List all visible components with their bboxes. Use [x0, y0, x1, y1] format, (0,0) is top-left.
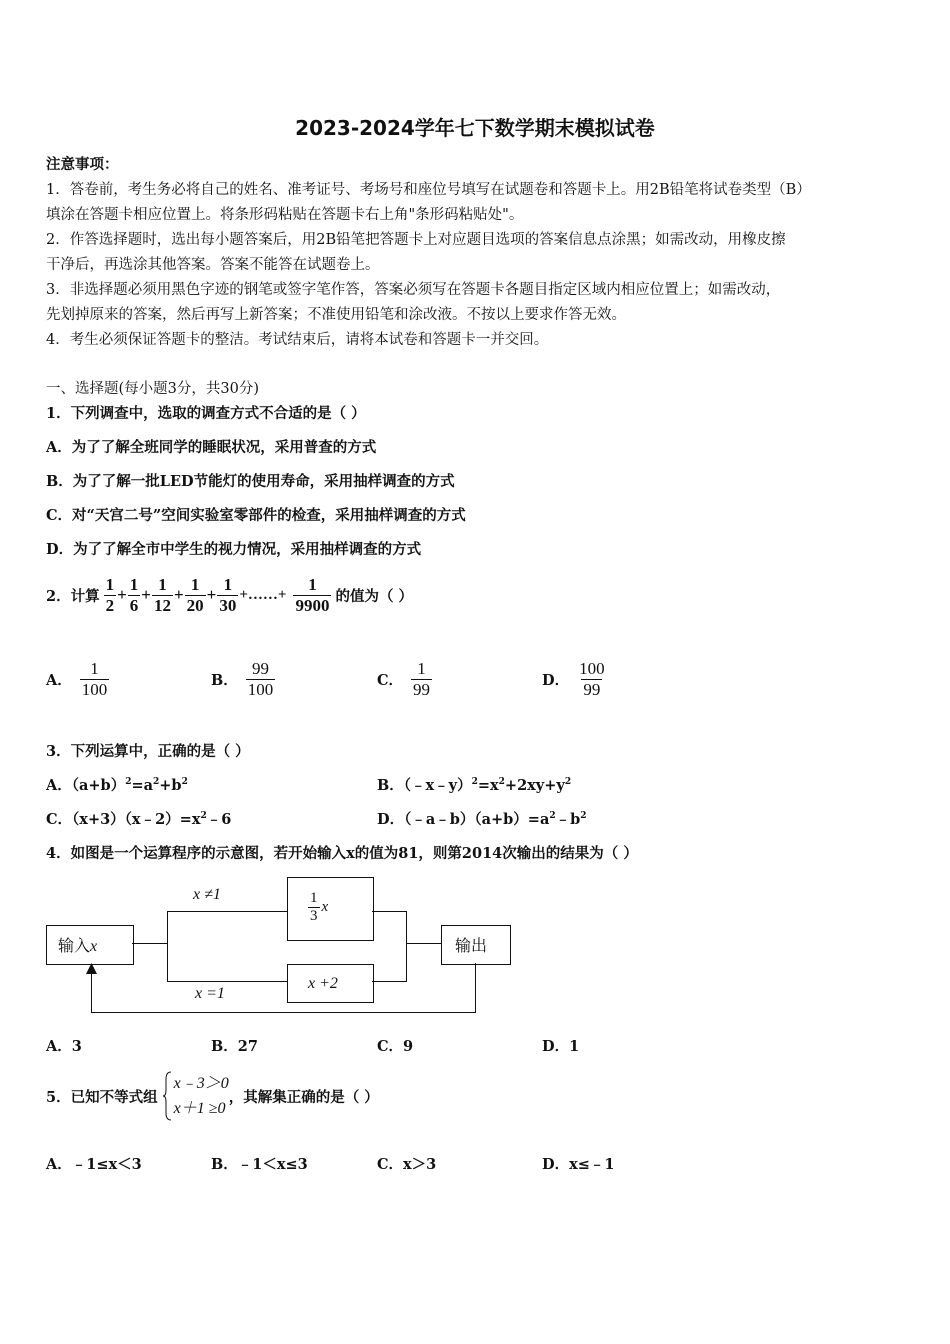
notice-line-1: 1．答卷前，考生务必将自己的姓名、准考证号、考场号和座位号填写在试题卷和答题卡上。用2B铅笔将试卷类型（B）: [46, 182, 811, 198]
q5-suffix: ，其解集正确的是（ ）: [228, 1088, 379, 1106]
inequality-1: x﹣3＞0: [173, 1075, 229, 1092]
connector-line: [132, 943, 168, 944]
section-heading: 一、选择题(每小题3分，共30分): [46, 381, 259, 397]
q3-stem: 3．下列运算中，正确的是（ ）: [46, 743, 250, 760]
q1-option-b: B．为了了解一批LED节能灯的使用寿命，采用抽样调查的方式: [46, 473, 455, 490]
q4-option-c: C．9: [377, 1038, 414, 1055]
ellipsis: +……+: [239, 586, 287, 603]
plus-sign: +: [173, 585, 184, 604]
q3-option-a: A．$(a+b)^2=a^2+b^2$: [46, 777, 188, 794]
input-label: 输入x: [58, 938, 98, 955]
connector-line: [167, 911, 168, 981]
q4-option-d: D．1: [542, 1038, 580, 1055]
q2-line: [46, 570, 413, 620]
top-condition: x ≠1: [193, 886, 221, 903]
q1-option-a: A．为了了解全班同学的睡眠状况，采用普查的方式: [46, 439, 377, 456]
plus-sign: +: [141, 585, 151, 604]
inequality-2: x＋1 ≥0: [173, 1100, 226, 1117]
q2-term-5: $\frac{1}{30}$: [219, 574, 237, 615]
q3-option-c: C．$(x+3)(x﹣2)=x^2﹣6$: [46, 811, 232, 828]
q5-option-c: C．x＞3: [377, 1156, 437, 1173]
notice-line-2: 填涂在答题卡相应位置上。将条形码粘贴在答题卡右上角"条形码粘贴处"。: [46, 207, 524, 223]
q1-option-d: D．为了了解全市中学生的视力情况，采用抽样调查的方式: [46, 541, 422, 558]
divide-by-three-box: [287, 877, 374, 941]
q3-option-d: D．$(﹣a﹣b)(a+b)=a^2﹣b^2$: [377, 811, 587, 828]
connector-line: [167, 911, 288, 912]
add-two-expression: x +2: [308, 975, 338, 992]
notice-line-4: 干净后，再选涂其他答案。答案不能答在试题卷上。: [46, 257, 380, 273]
plus-sign: +: [206, 585, 217, 604]
q3-option-b: B．$(﹣x﹣y)^2=x^2+2xy+y^2$: [377, 777, 572, 794]
q4-option-a: A．3: [46, 1038, 82, 1055]
inequality-system: [162, 1071, 229, 1121]
q2-option-d: D． $\frac{100}{99}$: [542, 658, 605, 699]
notice-line-3: 2．作答选择题时，选出每小题答案后，用2B铅笔把答题卡上对应题目选项的答案信息点涂黑；如需改动，用橡皮擦: [46, 232, 786, 248]
connector-line: [167, 981, 288, 982]
q4-option-b: B．27: [211, 1038, 258, 1055]
q5-option-d: D．x≤﹣1: [542, 1156, 615, 1173]
connector-line: [406, 943, 441, 944]
q2-term-3: $\frac{1}{12}$: [153, 574, 171, 615]
q5-option-b: B．﹣1＜x≤3: [211, 1156, 308, 1173]
q2-term-1: $\frac{1}{2}$: [105, 574, 115, 615]
q5-prefix: 5．已知不等式组: [46, 1088, 158, 1106]
notice-line-7: 4．考生必须保证答题卡的整洁。考试结束后，请将本试卷和答题卡一并交回。: [46, 332, 549, 348]
bottom-condition: x =1: [195, 985, 225, 1002]
connector-line: [372, 981, 407, 982]
connector-line: [91, 970, 92, 1013]
divide-by-three-expression: $\frac{1}{3}$ x: [310, 890, 329, 924]
q2-term-2: $\frac{1}{6}$: [129, 574, 139, 615]
q4-stem: 4．如图是一个运算程序的示意图，若开始输入x的值为81，则第2014次输出的结果为（ ）: [46, 845, 638, 862]
q5-option-a: A．﹣1≤x＜3: [46, 1156, 142, 1173]
notice-line-6: 先划掉原来的答案，然后再写上新答案；不准使用铅笔和涂改液。不按以上要求作答无效。: [46, 307, 626, 323]
q2-term-6: $\frac{1}{9900}$: [295, 574, 330, 615]
q2-suffix: 的值为（ ）: [335, 587, 414, 605]
q1-stem: 1．下列调查中，选取的调查方式不合适的是（ ）: [46, 405, 366, 422]
q2-prefix: 2．计算: [46, 587, 100, 605]
arrow-up-icon: [86, 963, 97, 974]
q2-option-b: B． $\frac{99}{100}$: [211, 658, 274, 699]
left-brace-icon: [162, 1071, 172, 1121]
notice-line-5: 3．非选择题必须用黑色字迹的钢笔或签字笔作答，答案必须写在答题卡各题目指定区域内相应位置上；如需改动，: [46, 282, 781, 298]
plus-sign: +: [117, 585, 127, 604]
notice-heading: 注意事项：: [46, 156, 119, 173]
page-title: 2023-2024学年七下数学期末模拟试卷: [295, 116, 655, 140]
connector-line: [372, 911, 407, 912]
connector-line: [475, 963, 476, 1013]
q2-option-c: C． $\frac{1}{99}$: [377, 658, 431, 699]
connector-line: [406, 911, 407, 982]
q5-line: [46, 1068, 379, 1124]
output-label: 输出: [455, 938, 488, 955]
q1-option-c: C．对“天宫二号”空间实验室零部件的检查，采用抽样调查的方式: [46, 507, 466, 524]
q2-option-a: A． $\frac{1}{100}$: [46, 658, 108, 699]
connector-line: [91, 1012, 476, 1013]
q2-term-4: $\frac{1}{20}$: [186, 574, 204, 615]
